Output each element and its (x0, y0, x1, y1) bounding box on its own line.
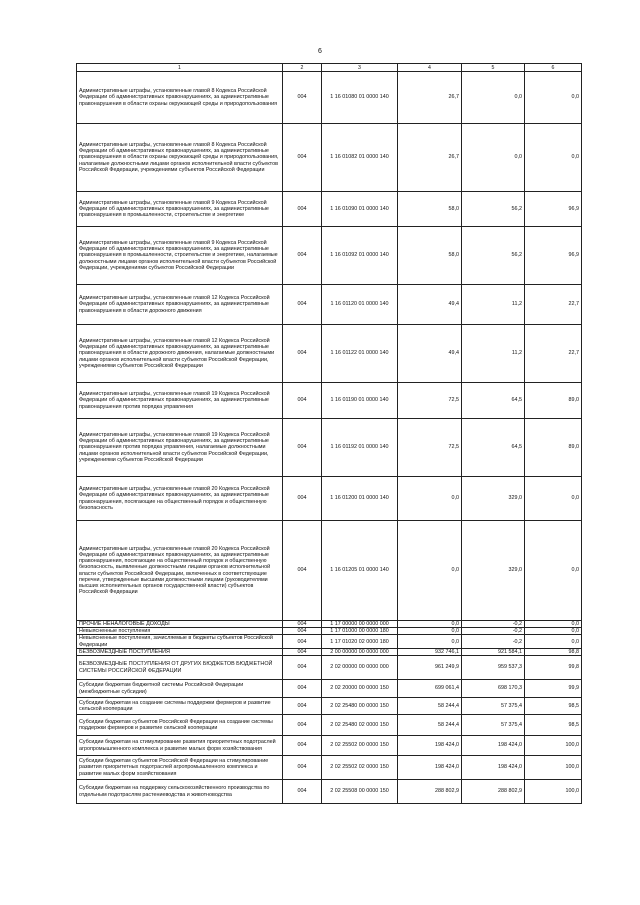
execution-percent: 98,5 (525, 715, 582, 736)
planned-amount: 58 244,4 (398, 698, 462, 715)
execution-percent: 100,0 (525, 780, 582, 804)
indicator-name: Административные штрафы, установленные главой 9 Кодекса Российской Федерации об административных правонарушениях, за административные правонарушения в промышленности, строительстве и энергетике (77, 192, 283, 227)
admin-code: 004 (283, 124, 322, 192)
planned-amount: 26,7 (398, 124, 462, 192)
budget-classification-code: 1 16 01192 01 0000 140 (322, 419, 398, 477)
budget-classification-code: 1 16 01190 01 0000 140 (322, 383, 398, 419)
table-row (77, 383, 582, 419)
admin-code: 004 (283, 756, 322, 780)
table-row (77, 715, 582, 736)
budget-classification-code: 1 16 01205 01 0000 140 (322, 521, 398, 621)
planned-amount: 0,0 (398, 477, 462, 521)
planned-amount: 58 244,4 (398, 715, 462, 736)
admin-code: 004 (283, 621, 322, 628)
column-number: 4 (398, 64, 462, 72)
planned-amount: 0,0 (398, 521, 462, 621)
execution-percent: 0,0 (525, 621, 582, 628)
executed-amount: 56,2 (462, 227, 525, 285)
execution-percent: 89,0 (525, 419, 582, 477)
admin-code: 004 (283, 227, 322, 285)
indicator-name: Субсидии бюджетам на стимулирование развития приоритетных подотраслей агропромышленного комплекса и развитие малых форм хозяйствования (77, 736, 283, 756)
table-row (77, 656, 582, 680)
executed-amount: 64,5 (462, 419, 525, 477)
admin-code: 004 (283, 72, 322, 124)
table-row (77, 521, 582, 621)
budget-classification-code: 2 02 00000 00 0000 000 (322, 656, 398, 680)
planned-amount: 699 061,4 (398, 680, 462, 698)
column-number: 1 (77, 64, 283, 72)
budget-classification-code: 2 02 25502 02 0000 150 (322, 756, 398, 780)
table-header-row (77, 64, 582, 72)
indicator-name: Административные штрафы, установленные главой 9 Кодекса Российской Федерации об административных правонарушениях, за административные правонарушения в промышленности, строительстве и энергетике, налагаемые должностными лицами органов исполнительной власти субъектов Российской Федерации, учреждениями субъектов Российской Федерации (77, 227, 283, 285)
execution-percent: 0,0 (525, 521, 582, 621)
execution-percent: 0,0 (525, 72, 582, 124)
budget-revenue-table (76, 63, 582, 804)
admin-code: 004 (283, 780, 322, 804)
budget-classification-code: 1 16 01090 01 0000 140 (322, 192, 398, 227)
table-row (77, 192, 582, 227)
planned-amount: 72,5 (398, 383, 462, 419)
indicator-name: Административные штрафы, установленные главой 8 Кодекса Российской Федерации об административных правонарушениях, за административные правонарушения в области охраны окружающей среды и природопользования (77, 72, 283, 124)
budget-classification-code: 2 02 25502 00 0000 150 (322, 736, 398, 756)
admin-code: 004 (283, 628, 322, 635)
budget-classification-code: 1 16 01200 01 0000 140 (322, 477, 398, 521)
execution-percent: 22,7 (525, 325, 582, 383)
executed-amount: -0,2 (462, 621, 525, 628)
executed-amount: 57 375,4 (462, 698, 525, 715)
table-row (77, 419, 582, 477)
execution-percent: 99,8 (525, 656, 582, 680)
column-number: 3 (322, 64, 398, 72)
column-number: 2 (283, 64, 322, 72)
indicator-name: Административные штрафы, установленные главой 12 Кодекса Российской Федерации об административных правонарушениях, за административные правонарушения в области дорожного движения (77, 285, 283, 325)
table-row (77, 72, 582, 124)
executed-amount: 64,5 (462, 383, 525, 419)
executed-amount: -0,2 (462, 635, 525, 648)
table-row (77, 325, 582, 383)
indicator-name: БЕЗВОЗМЕЗДНЫЕ ПОСТУПЛЕНИЯ ОТ ДРУГИХ БЮДЖЕТОВ БЮДЖЕТНОЙ СИСТЕМЫ РОССИЙСКОЙ ФЕДЕРАЦИИ (77, 656, 283, 680)
indicator-name: Административные штрафы, установленные главой 8 Кодекса Российской Федерации об административных правонарушениях, за административные правонарушения в области охраны окружающей среды и природопользования, налагаемые должностными лицами органов исполнительной власти субъектов Российской Федерации, учреждениями субъектов Российской Федерации (77, 124, 283, 192)
table-row (77, 648, 582, 655)
execution-percent: 96,9 (525, 192, 582, 227)
table-row (77, 736, 582, 756)
table-row (77, 621, 582, 628)
execution-percent: 89,0 (525, 383, 582, 419)
executed-amount: 198 424,0 (462, 756, 525, 780)
executed-amount: 329,0 (462, 521, 525, 621)
executed-amount: 921 584,1 (462, 648, 525, 655)
executed-amount: 11,2 (462, 285, 525, 325)
executed-amount: 57 375,4 (462, 715, 525, 736)
executed-amount: 959 537,3 (462, 656, 525, 680)
admin-code: 004 (283, 192, 322, 227)
table-row (77, 635, 582, 648)
indicator-name: Субсидии бюджетам на создание системы поддержки фермеров и развитие сельской кооперации (77, 698, 283, 715)
indicator-name: Административные штрафы, установленные главой 20 Кодекса Российской Федерации об административных правонарушениях, за административные правонарушения, посягающие на общественный порядок и общественную безопасность, выявленные должностными лицами органов исполнительной власти субъектов Российской Федерации, включенных в соответствующие перечни, утвержденные высшими должностными лицами (руководителями высших исполнительных органов государственной власти) субъектов Российской Федерации (77, 521, 283, 621)
execution-percent: 0,0 (525, 477, 582, 521)
indicator-name: Невыясненные поступления (77, 628, 283, 635)
admin-code: 004 (283, 635, 322, 648)
execution-percent: 0,0 (525, 124, 582, 192)
execution-percent: 0,0 (525, 635, 582, 648)
planned-amount: 49,4 (398, 325, 462, 383)
indicator-name: Невыясненные поступления, зачисляемые в бюджеты субъектов Российской Федерации (77, 635, 283, 648)
planned-amount: 58,0 (398, 227, 462, 285)
execution-percent: 98,8 (525, 648, 582, 655)
indicator-name: Субсидии бюджетам субъектов Российской Федерации на стимулирование развития приоритетных подотраслей агропромышленного комплекса и развитие малых форм хозяйствования (77, 756, 283, 780)
admin-code: 004 (283, 477, 322, 521)
executed-amount: 56,2 (462, 192, 525, 227)
table-row (77, 285, 582, 325)
planned-amount: 58,0 (398, 192, 462, 227)
executed-amount: 0,0 (462, 124, 525, 192)
planned-amount: 26,7 (398, 72, 462, 124)
planned-amount: 72,5 (398, 419, 462, 477)
table-row (77, 477, 582, 521)
executed-amount: 698 170,3 (462, 680, 525, 698)
budget-classification-code: 1 16 01120 01 0000 140 (322, 285, 398, 325)
budget-classification-code: 1 16 01080 01 0000 140 (322, 72, 398, 124)
budget-classification-code: 2 02 25480 00 0000 150 (322, 698, 398, 715)
admin-code: 004 (283, 715, 322, 736)
admin-code: 004 (283, 698, 322, 715)
execution-percent: 22,7 (525, 285, 582, 325)
budget-classification-code: 1 17 01020 02 0000 180 (322, 635, 398, 648)
planned-amount: 0,0 (398, 635, 462, 648)
execution-percent: 99,9 (525, 680, 582, 698)
table-row (77, 628, 582, 635)
planned-amount: 932 746,1 (398, 648, 462, 655)
budget-classification-code: 1 17 00000 00 0000 000 (322, 621, 398, 628)
indicator-name: Субсидии бюджетам субъектов Российской Федерации на создание системы поддержки фермеров и развитие сельской кооперации (77, 715, 283, 736)
indicator-name: Субсидии бюджетам бюджетной системы Российской Федерации (межбюджетные субсидии) (77, 680, 283, 698)
admin-code: 004 (283, 648, 322, 655)
column-number: 5 (462, 64, 525, 72)
execution-percent: 100,0 (525, 736, 582, 756)
admin-code: 004 (283, 736, 322, 756)
execution-percent: 0,0 (525, 628, 582, 635)
admin-code: 004 (283, 680, 322, 698)
budget-classification-code: 2 02 20000 00 0000 150 (322, 680, 398, 698)
execution-percent: 98,5 (525, 698, 582, 715)
admin-code: 004 (283, 521, 322, 621)
planned-amount: 198 424,0 (398, 736, 462, 756)
admin-code: 004 (283, 285, 322, 325)
budget-classification-code: 2 02 25480 02 0000 150 (322, 715, 398, 736)
table-row (77, 124, 582, 192)
table-row (77, 756, 582, 780)
budget-classification-code: 2 02 25508 00 0000 150 (322, 780, 398, 804)
budget-classification-code: 2 00 00000 00 0000 000 (322, 648, 398, 655)
budget-classification-code: 1 16 01122 01 0000 140 (322, 325, 398, 383)
planned-amount: 288 802,9 (398, 780, 462, 804)
executed-amount: 329,0 (462, 477, 525, 521)
admin-code: 004 (283, 325, 322, 383)
table-row (77, 227, 582, 285)
indicator-name: Административные штрафы, установленные главой 20 Кодекса Российской Федерации об административных правонарушениях, за административные правонарушения, посягающие на общественный порядок и общественную безопасность (77, 477, 283, 521)
execution-percent: 100,0 (525, 756, 582, 780)
table-row (77, 698, 582, 715)
executed-amount: 288 802,9 (462, 780, 525, 804)
table-row (77, 680, 582, 698)
table-row (77, 780, 582, 804)
planned-amount: 0,0 (398, 621, 462, 628)
indicator-name: Административные штрафы, установленные главой 19 Кодекса Российской Федерации об административных правонарушениях, за административные правонарушения против порядка управления (77, 383, 283, 419)
admin-code: 004 (283, 656, 322, 680)
page-number: 6 (318, 48, 322, 55)
planned-amount: 49,4 (398, 285, 462, 325)
indicator-name: Административные штрафы, установленные главой 12 Кодекса Российской Федерации об административных правонарушениях, за административные правонарушения в области дорожного движения, налагаемые должностными лицами органов исполнительной власти субъектов Российской Федерации, учреждениями субъектов Российской Федерации (77, 325, 283, 383)
executed-amount: 11,2 (462, 325, 525, 383)
budget-classification-code: 1 16 01082 01 0000 140 (322, 124, 398, 192)
executed-amount: 198 424,0 (462, 736, 525, 756)
executed-amount: -0,2 (462, 628, 525, 635)
indicator-name: Субсидии бюджетам на поддержку сельскохозяйственного производства по отдельным подотраслям растениеводства и животноводства (77, 780, 283, 804)
indicator-name: Административные штрафы, установленные главой 19 Кодекса Российской Федерации об административных правонарушениях, за административные правонарушения против порядка управления, налагаемые должностными лицами органов исполнительной власти субъектов Российской Федерации, учреждениями субъектов Российской Федерации (77, 419, 283, 477)
budget-classification-code: 1 17 01000 00 0000 180 (322, 628, 398, 635)
admin-code: 004 (283, 419, 322, 477)
planned-amount: 0,0 (398, 628, 462, 635)
planned-amount: 961 249,9 (398, 656, 462, 680)
column-number: 6 (525, 64, 582, 72)
planned-amount: 198 424,0 (398, 756, 462, 780)
admin-code: 004 (283, 383, 322, 419)
executed-amount: 0,0 (462, 72, 525, 124)
budget-classification-code: 1 16 01092 01 0000 140 (322, 227, 398, 285)
indicator-name: БЕЗВОЗМЕЗДНЫЕ ПОСТУПЛЕНИЯ (77, 648, 283, 655)
execution-percent: 96,9 (525, 227, 582, 285)
indicator-name: ПРОЧИЕ НЕНАЛОГОВЫЕ ДОХОДЫ (77, 621, 283, 628)
